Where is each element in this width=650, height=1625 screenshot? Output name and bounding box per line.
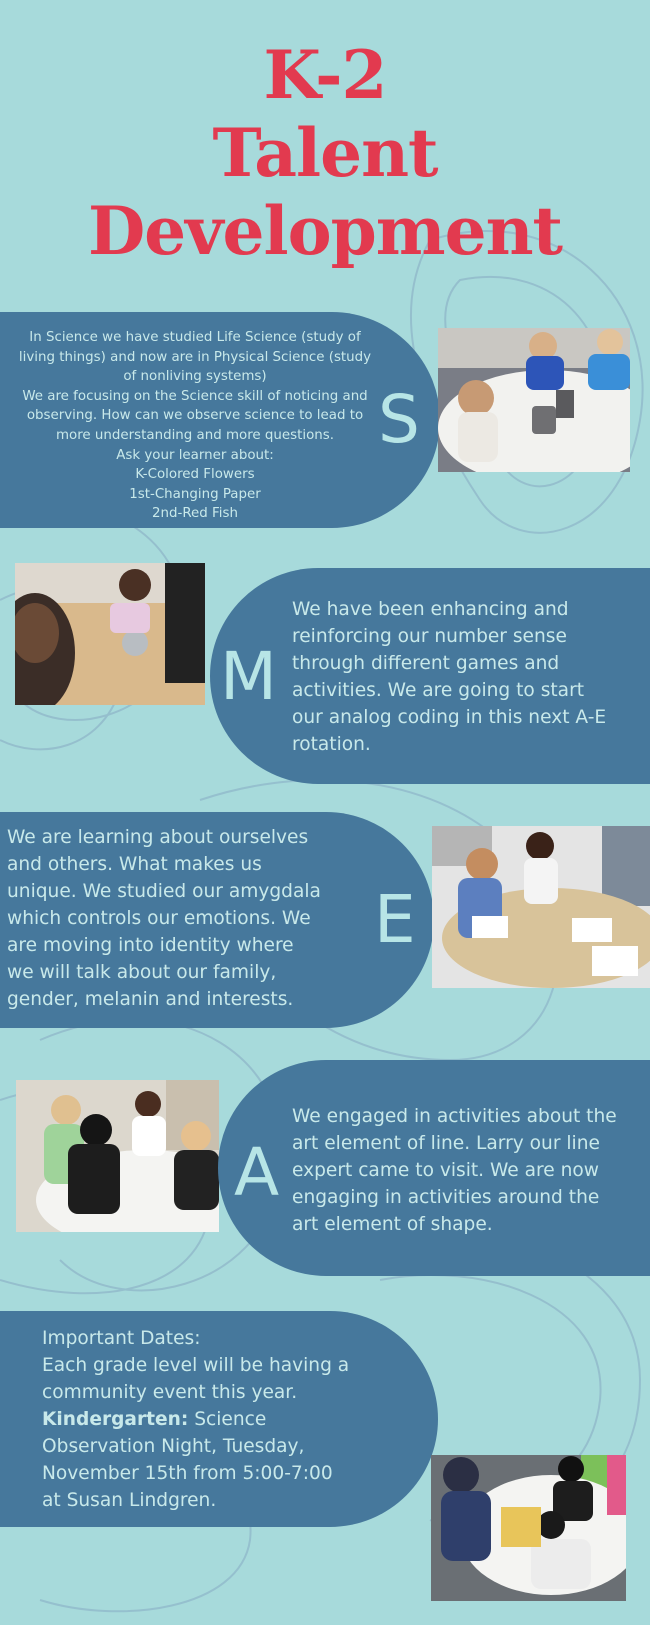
- art-line: engaging in activities around the: [292, 1187, 600, 1208]
- dates-line: November 15th from 5:00-7:00: [42, 1463, 333, 1484]
- emotion-line: are moving into identity where: [7, 935, 294, 956]
- art-text: [292, 1103, 648, 1238]
- dates-line: community event this year.: [42, 1382, 298, 1403]
- math-line: our analog coding in this next A-E: [292, 707, 607, 728]
- emotion-line: We are learning about ourselves: [7, 827, 309, 848]
- science-line: K-Colored Flowers: [135, 467, 255, 483]
- dates-heading: Important Dates:: [42, 1328, 201, 1349]
- science-line: We are focusing on the Science skill of noticing and: [22, 388, 368, 404]
- page-title: [0, 36, 650, 270]
- art-line: art element of line. Larry our line: [292, 1133, 600, 1154]
- science-line: observing. How can we observe science to lead to: [26, 408, 364, 424]
- emotion-line: we will talk about our family,: [7, 962, 277, 983]
- dates-line: [42, 1406, 382, 1433]
- title-line-3: Development: [87, 192, 563, 270]
- art-line: We engaged in activities about the: [292, 1106, 617, 1127]
- emotion-line: and others. What makes us: [7, 854, 262, 875]
- science-line: more understanding and more questions.: [55, 427, 335, 443]
- dates-line: Observation Night, Tuesday,: [42, 1436, 305, 1457]
- dates-line: Each grade level will be having a: [42, 1355, 350, 1376]
- science-line: In Science we have studied Life Science (study of: [29, 330, 361, 345]
- math-line: We have been enhancing and: [292, 599, 569, 620]
- kindergarten-label: Kindergarten:: [42, 1409, 189, 1430]
- dates-line-rest: Science: [188, 1409, 267, 1430]
- science-line: of nonliving systems): [123, 369, 267, 385]
- math-line: through different games and: [292, 653, 560, 674]
- math-line: rotation.: [292, 734, 371, 755]
- art-photo-icon: [16, 1080, 219, 1232]
- emotion-band: [0, 812, 434, 1028]
- science-line: living things) and now are in Physical Science (study: [18, 349, 372, 365]
- emotion-letter: E: [374, 881, 416, 958]
- science-letter: S: [378, 381, 420, 458]
- emotion-line: which controls our emotions. We: [7, 908, 311, 929]
- art-letter: A: [234, 1134, 280, 1211]
- dates-photo-icon: [431, 1455, 626, 1601]
- math-line: reinforcing our number sense: [292, 626, 567, 647]
- science-photo-icon: [438, 328, 630, 472]
- emotion-line: gender, melanin and interests.: [7, 989, 294, 1010]
- emotion-text: [7, 824, 347, 1013]
- science-line: 1st-Changing Paper: [129, 486, 261, 502]
- math-text: [292, 596, 642, 758]
- science-line: Ask your learner about:: [116, 447, 274, 463]
- art-line: art element of shape.: [292, 1214, 493, 1235]
- science-text: [14, 328, 376, 524]
- math-letter: M: [220, 638, 277, 715]
- title-line-2: Talent: [212, 114, 438, 192]
- dates-text: [42, 1325, 382, 1514]
- title-line-1: K-2: [263, 36, 387, 114]
- dates-line: at Susan Lindgren.: [42, 1490, 217, 1511]
- science-band: [0, 312, 440, 528]
- math-band: [210, 568, 650, 784]
- emotion-line: unique. We studied our amygdala: [7, 881, 321, 902]
- math-photo-icon: [15, 563, 205, 705]
- art-line: expert came to visit. We are now: [292, 1160, 599, 1181]
- science-line: 2nd-Red Fish: [152, 506, 238, 522]
- math-line: activities. We are going to start: [292, 680, 584, 701]
- emotion-photo-icon: [432, 826, 650, 988]
- art-band: [218, 1060, 650, 1276]
- dates-band: [0, 1311, 438, 1527]
